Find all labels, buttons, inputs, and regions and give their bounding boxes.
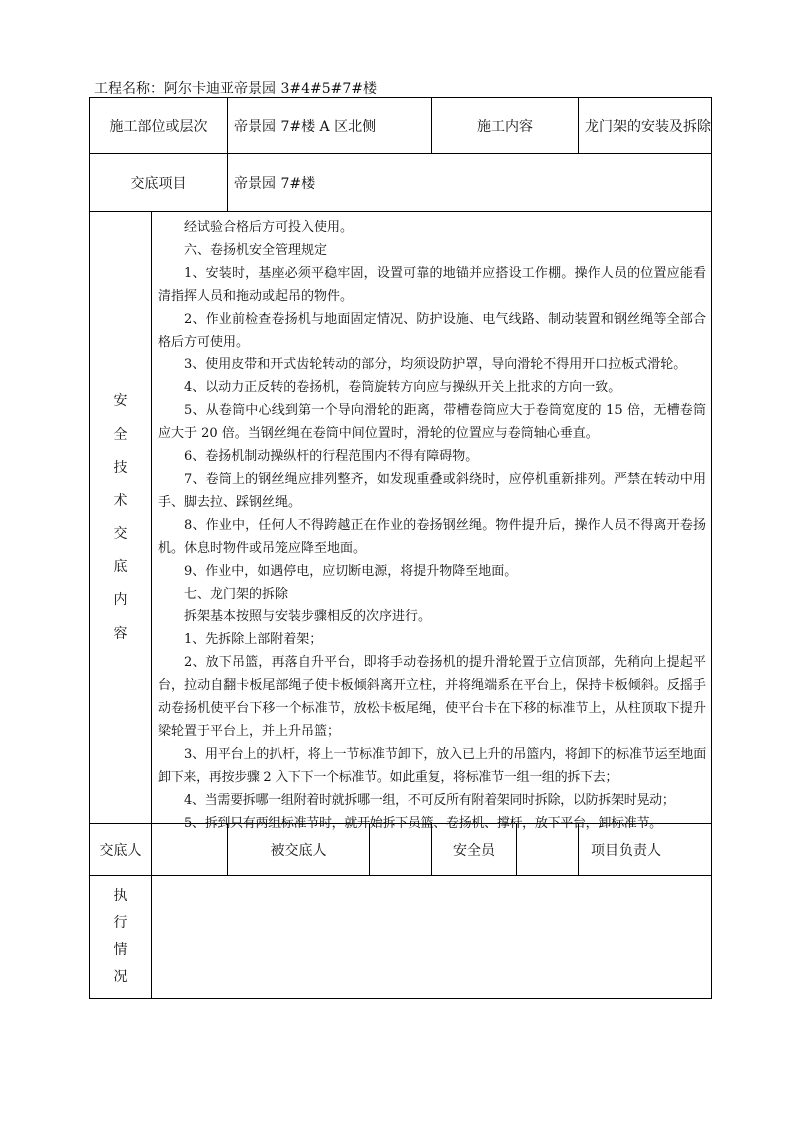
paragraph: 7、卷筒上的钢丝绳应排列整齐，如发现重叠或斜绕时，应停机重新排列。严禁在转动中用手、脚去拉、踩钢丝绳。 xyxy=(158,471,706,510)
section-label-char: 安 xyxy=(113,393,128,410)
section-label-char: 交 xyxy=(113,526,128,543)
disclosure-form-table xyxy=(89,97,712,999)
execution-label-char: 行 xyxy=(113,915,128,931)
paragraph: 3、用平台上的扒杆，将上一节标准节卸下，放入已上升的吊篮内，将卸下的标准节运至地面卸下来，再按步骤 2 入下下一个标准节。如此重复，将标准节一组一组的拆下去； xyxy=(158,746,706,785)
execution-label-char: 情 xyxy=(113,942,128,958)
execution-label-char: 况 xyxy=(113,969,128,985)
paragraph: 6、卷扬机制动操纵杆的行程范围内不得有障碍物。 xyxy=(184,449,479,465)
paragraph: 8、作业中，任何人不得跨越正在作业的卷扬钢丝绳。物件提升后，操作人员不得离开卷扬机。休息时物件或吊笼应降至地面。 xyxy=(158,517,706,556)
item-value: 帝景园 7#楼 xyxy=(228,154,712,212)
item-label: 交底项目 xyxy=(90,154,228,212)
section-label-cell xyxy=(90,212,152,824)
paragraph: 七、龙门架的拆除 xyxy=(184,586,289,602)
execution-label-char: 执 xyxy=(113,888,128,904)
discloser-label: 交底人 xyxy=(90,824,152,876)
main-content-row xyxy=(90,212,712,824)
project-name-line xyxy=(94,78,377,98)
paragraph: 5、拆到只有两组标准节时，就开始拆下员篮、卷扬机、撑杆，放下平台，卸标准节。 xyxy=(184,815,662,831)
section-label xyxy=(90,385,151,651)
section-label-char: 技 xyxy=(113,459,128,476)
paragraph: 拆架基本按照与安装步骤相反的次序进行。 xyxy=(184,609,432,625)
execution-label-cell xyxy=(90,876,152,999)
content-label: 施工内容 xyxy=(432,98,579,154)
safety-officer-label: 安全员 xyxy=(432,824,517,876)
paragraph: 1、先拆除上部附着架； xyxy=(184,632,323,648)
section-label-char: 底 xyxy=(113,559,128,576)
location-value: 帝景园 7#楼 A 区北侧 xyxy=(228,98,432,154)
content-body xyxy=(152,212,711,831)
content-cell xyxy=(152,212,712,831)
project-label: 工程名称： xyxy=(94,81,164,97)
execution-field[interactable] xyxy=(152,876,712,999)
section-label-char: 术 xyxy=(113,492,128,509)
execution-label xyxy=(90,883,151,991)
section-label-char: 全 xyxy=(113,426,128,443)
recipient-label: 被交底人 xyxy=(228,824,370,876)
section-label-char: 内 xyxy=(113,592,128,609)
header-row-2 xyxy=(90,154,712,212)
paragraph: 经试验合格后方可投入使用。 xyxy=(184,220,354,235)
paragraph: 4、当需要拆哪一组附着时就拆哪一组，不可反所有附着架同时拆除，以防拆架时晃动； xyxy=(184,792,675,808)
location-label: 施工部位或层次 xyxy=(90,98,228,154)
paragraph: 六、卷扬机安全管理规定 xyxy=(184,242,328,258)
project-manager-label: 项目负责人 xyxy=(579,824,712,876)
paragraph: 4、以动力正反转的卷扬机，卷筒旋转方向应与操纵开关上批求的方向一致。 xyxy=(184,380,622,396)
paragraph: 5、从卷筒中心线到第一个导向滑轮的距离，带槽卷筒应大于卷筒宽度的 15 倍，无槽卷筒应大于 20 倍。当钢丝绳在卷筒中间位置时，滑轮的位置应与卷筒轴心垂直。 xyxy=(158,403,706,442)
paragraph: 3、使用皮带和开式齿轮转动的部分，均须设防护罩，导向滑轮不得用开口拉板式滑轮。 xyxy=(184,357,687,373)
execution-row xyxy=(90,876,712,999)
project-name: 阿尔卡迪亚帝景园 3#4#5#7#楼 xyxy=(164,81,378,97)
paragraph: 2、放下吊篮，再落自升平台，即将手动卷扬机的提升滑轮置于立信顶部，先稍向上提起平台，拉动自翻卡板尾部绳子使卡板倾斜离开立柱，并将绳端系在平台上，保持卡板倾斜。反摇手动卷扬机使平台下移一个标准节，放松卡板尾绳，使平台卡在下移的标准节上，从柱顶取下提升梁轮置于平台上，并上升吊篮； xyxy=(158,655,706,739)
content-value: 龙门架的安装及拆除 xyxy=(579,98,712,154)
paragraph: 9、作业中，如遇停电，应切断电源，将提升物降至地面。 xyxy=(184,563,518,579)
paragraph: 2、作业前检查卷扬机与地面固定情况、防护设施、电气线路、制动装置和钢丝绳等全部合格后方可使用。 xyxy=(158,311,706,350)
paragraph: 1、安装时，基座必须平稳牢固，设置可靠的地锚并应搭设工作棚。操作人员的位置应能看清指挥人员和拖动或起吊的物件。 xyxy=(158,265,706,304)
header-row-1 xyxy=(90,98,712,154)
section-label-char: 容 xyxy=(113,625,128,642)
